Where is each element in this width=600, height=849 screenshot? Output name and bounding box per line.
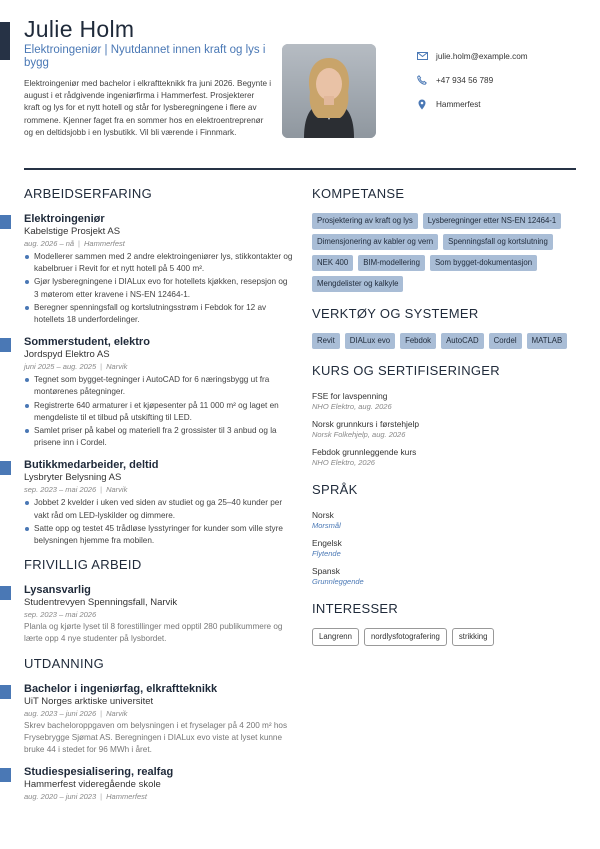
tool-tag: Febdok: [400, 333, 436, 349]
entry-dates: sep. 2023 – mai 2026: [24, 485, 97, 495]
entry-title: Sommerstudent, elektro: [24, 336, 150, 349]
skill-tag: Dimensjonering av kabler og vern: [312, 234, 438, 250]
entry-marker: [0, 768, 11, 782]
entry-organization: Kabelstige Prosjekt AS: [24, 226, 121, 237]
entry-title: Bachelor i ingeniørfag, elkraftteknikk: [24, 682, 218, 695]
course-item: [312, 390, 576, 412]
skill-tag: NEK 400: [312, 255, 353, 271]
bullet-item: Beregner spenningsfall og kortslutningsstrøm i Febdok for 12 av hotellets 18 underfordelinger.: [24, 302, 294, 326]
language-item: [312, 537, 576, 559]
email-icon: [414, 50, 430, 62]
entry-organization: Studentrevyen Spenningsfall, Narvik: [24, 597, 178, 609]
language-name: Norsk: [312, 510, 334, 520]
phone-icon: [414, 74, 430, 86]
languages-heading: SPRÅK: [312, 482, 358, 497]
header-accent-bar: [0, 22, 10, 60]
portrait-image: [282, 44, 376, 138]
skill-tag: Lysberegninger etter NS-EN 12464-1: [423, 213, 561, 229]
language-level: Morsmål: [312, 521, 341, 530]
entry-marker: [0, 215, 11, 229]
languages-list: [312, 509, 576, 587]
header-divider: [24, 168, 576, 170]
entry-description: Skrev bacheloroppgaven om belysningen i et fryselager på 4 200 m² hos Frysebrygge Sjømat AS. Beregningen i DIALux evo viste at lyset kunne bruke 44 i stedet for 96 MWh i året.: [24, 720, 288, 755]
bullet-item: Registrerte 640 armaturer i et kjøpesenter på 11 000 m² og laget en mengdeliste til et tilbud på utskifting til LED.: [24, 400, 294, 424]
entry-organization: Lysbryter Belysning AS: [24, 472, 122, 484]
entry-meta: sep. 2023 – mai 2026 | Narvik: [24, 485, 128, 495]
phone-text: +47 934 56 789: [436, 75, 494, 85]
entry-bullets: [24, 497, 294, 547]
entry-description: Planla og kjørte lyset til 8 forestillinger med opptil 280 publikummere og lærte opp 4 nye studenter på lysbordet.: [24, 622, 283, 644]
resume-header: [24, 16, 576, 156]
skills-heading: KOMPETANSE: [312, 186, 405, 201]
volunteer-heading: FRIVILLIG ARBEID: [24, 557, 142, 573]
entry-marker: [0, 338, 11, 352]
entry-title: Studiespesialisering, realfag: [24, 766, 174, 779]
entry-organization: UiT Norges arktiske universitet: [24, 695, 154, 707]
bullet-item: Gjør lysberegningene i DIALux evo for hotellets kjøkken, resepsjon og 3 møterom etter kravene i NS-EN 12464-1.: [24, 276, 294, 300]
experience-entry: [24, 213, 294, 326]
location-text: Hammerfest: [436, 99, 481, 109]
skill-tag: BIM-modellering: [358, 255, 425, 271]
courses-list: [312, 390, 576, 468]
language-item: [312, 509, 576, 531]
entry-dates: aug. 2026 – nå: [24, 239, 75, 248]
entry-meta: aug. 2026 – nå | Hammerfest: [24, 239, 125, 248]
entry-dates: aug. 2023 – juni 2026: [24, 708, 97, 718]
entry-meta: aug. 2023 – juni 2026 | Narvik: [24, 708, 128, 718]
language-name: Spansk: [312, 566, 340, 576]
interest-tag: nordlysfotografering: [364, 628, 447, 646]
entry-place: Narvik: [106, 485, 128, 495]
education-entry: [24, 683, 294, 757]
experience-entry: [24, 336, 294, 449]
interest-tag: Langrenn: [312, 628, 359, 646]
interest-tag: strikking: [452, 628, 495, 646]
experience-heading: ARBEIDSERFARING: [24, 186, 153, 201]
entry-meta: aug. 2020 – juni 2023 | Hammerfest: [24, 792, 147, 802]
tool-tag: MATLAB: [527, 333, 568, 349]
language-level: Flytende: [312, 549, 341, 558]
contact-location: [414, 92, 584, 116]
language-name: Engelsk: [312, 538, 342, 548]
entry-marker: [0, 586, 11, 600]
entry-bullets: [24, 251, 294, 326]
bullet-item: Satte opp og testet 45 trådløse lysstyringer for kunder som ville styre belysningen hjemme fra mobilen.: [24, 523, 294, 547]
experience-entry: [24, 459, 294, 547]
job-subtitle: Elektroingeniør | Nyutdannet innen kraft og lys i bygg: [24, 44, 266, 69]
tool-tag: DIALux evo: [345, 333, 395, 349]
entry-meta: juni 2025 – aug. 2025 | Narvik: [24, 362, 128, 372]
course-provider: Norsk Folkehjelp, aug. 2026: [312, 430, 406, 439]
courses-heading: KURS OG SERTIFISERINGER: [312, 363, 500, 378]
course-item: [312, 418, 576, 440]
entry-place: Narvik: [106, 708, 128, 718]
skill-tag: Prosjektering av kraft og lys: [312, 213, 418, 229]
skill-tag: Som bygget-dokumentasjon: [430, 255, 537, 271]
entry-marker: [0, 685, 11, 699]
bullet-item: Tegnet som bygget-tegninger i AutoCAD for 6 næringsbygg ut fra montørenes påtegninger.: [24, 374, 294, 398]
contact-phone[interactable]: [414, 68, 584, 92]
entry-title: Lysansvarlig: [24, 584, 91, 597]
interests-heading: INTERESSER: [312, 601, 399, 616]
contact-block: [414, 44, 584, 116]
person-name: Julie Holm: [24, 16, 135, 42]
profile-photo: [282, 44, 376, 138]
interests-tag-list: [312, 628, 576, 646]
course-name: FSE for lavspenning: [312, 391, 388, 401]
entry-dates: sep. 2023 – mai 2026: [24, 610, 97, 620]
tools-heading: VERKTØY OG SYSTEMER: [312, 306, 479, 321]
entry-title: Butikkmedarbeider, deltid: [24, 459, 159, 472]
language-item: [312, 565, 576, 587]
skill-tag: Mengdelister og kalkyle: [312, 276, 403, 292]
entry-title: Elektroingeniør: [24, 213, 105, 225]
course-name: Norsk grunnkurs i førstehjelp: [312, 419, 420, 429]
entry-place: Narvik: [106, 362, 128, 372]
skills-tag-list: [312, 213, 576, 292]
left-column: [24, 186, 294, 812]
entry-organization: Hammerfest videregående skole: [24, 779, 161, 791]
entry-dates: juni 2025 – aug. 2025: [24, 362, 97, 372]
entry-place: Hammerfest: [106, 792, 147, 802]
education-entry: [24, 766, 294, 802]
course-name: Febdok grunnleggende kurs: [312, 447, 417, 457]
tool-tag: Revit: [312, 333, 340, 349]
right-column: [312, 186, 576, 660]
bullet-item: Modellerer sammen med 2 andre elektroingeniører lys, stikkontakter og kabelbruer i Revit for et nytt hotell på 5 400 m².: [24, 251, 294, 275]
entry-dates: aug. 2020 – juni 2023: [24, 792, 97, 802]
language-level: Grunnleggende: [312, 577, 364, 586]
entry-place: Hammerfest: [84, 239, 125, 248]
course-provider: NHO Elektro, aug. 2026: [312, 402, 392, 411]
contact-email[interactable]: [414, 44, 584, 68]
course-provider: NHO Elektro, 2026: [312, 458, 375, 467]
tool-tag: Cordel: [489, 333, 522, 349]
course-item: [312, 446, 576, 468]
education-heading: UTDANNING: [24, 655, 104, 671]
skill-tag: Spenningsfall og kortslutning: [443, 234, 553, 250]
entry-marker: [0, 461, 11, 475]
bullet-item: Samlet priser på kabel og materiell fra 2 grossister til 3 anbud og la prisene inn i Cordel.: [24, 425, 294, 449]
location-pin-icon: [414, 98, 430, 110]
tools-tag-list: [312, 333, 576, 349]
bullet-item: Jobbet 2 kvelder i uken ved siden av studiet og ga 25–40 kunder per vakt råd om LED-lyskilder og dimmere.: [24, 497, 294, 521]
entry-bullets: [24, 374, 294, 449]
profile-summary: Elektroingeniør med bachelor i elkraftteknikk fra juni 2026. Begynte i august i et rådgivende ingeniørfirma i Hammerfest. Prosjekterer kraft og lys for et nytt hotell og står for lysberegningene i flere av rommene. Kjenner faget fra en sommer hos en elektroentreprenør og en deltidsjobb i en lysbutikk. Vil bli værende i Finnmark.: [24, 79, 272, 137]
volunteer-entry: [24, 584, 294, 645]
entry-organization: Jordspyd Elektro AS: [24, 349, 110, 361]
tool-tag: AutoCAD: [441, 333, 484, 349]
email-text: julie.holm@example.com: [436, 51, 528, 61]
